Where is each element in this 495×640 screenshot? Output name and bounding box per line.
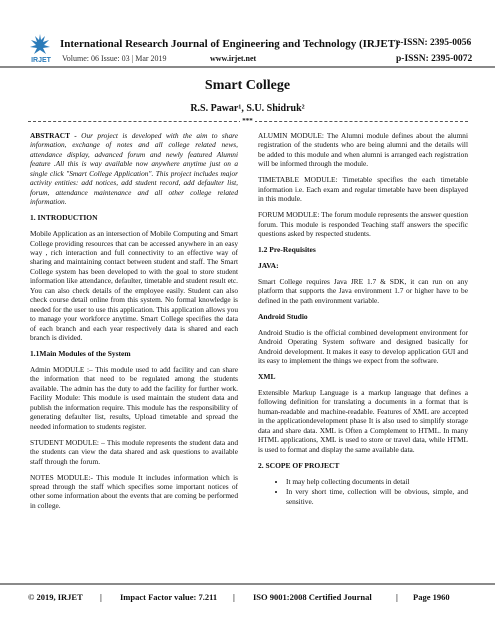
footer-rule	[0, 583, 495, 585]
footer-page-number: Page 1960	[413, 592, 450, 602]
journal-website: www.irjet.net	[210, 54, 257, 63]
journal-header	[0, 0, 495, 72]
xml-paragraph: Extensible Markup Language is a markup language that defines a following definition for translating a documents in a format that is human-readable and machine-readable. Features of XML are accepted in the applicationdevelopment phase It is also used to simplify storage data and share data. XML is Often a Complement to HTML. In many HTML applications, XML is used to store or travel data, while HTML is used to format and display the same available data.	[258, 388, 468, 454]
footer-iso: ISO 9001:2008 Certified Journal	[253, 592, 372, 602]
android-paragraph: Android Studio is the official combined development environment for Android Operating System software and designed basically for Android development. It makes it easy to develop application GUI and its easy to implement the things we expect from the software.	[258, 327, 468, 366]
alumni-module-paragraph: ALUMIN MODULE: The Alumni module defines about the alumni registration of the students who are being alumni and the details will be added to this module and when alumni is arranged each registration will be informed through the module.	[258, 131, 468, 169]
admin-module-paragraph: Admin MODULE :– This module used to add facility and can share the information that need to be regulated among the students available. The admin has the duty to add the facility for further work. Facility Module: This module is used maintain the student data and publish the information require. This module has the responsibility of generating defaulter list, results, Upload timetable and spread the needed information to students register.	[30, 364, 238, 431]
logo-text: IRJET	[31, 57, 51, 64]
timetable-module-paragraph: TIMETABLE MODULE: Timetable specifies the each timetable information i.e. Each exam and regular timetable have been displayed in this module.	[258, 175, 468, 204]
left-column	[30, 131, 238, 517]
scope-list	[258, 477, 468, 506]
intro-heading: 1. INTRODUCTION	[30, 213, 98, 223]
journal-title: International Research Journal of Engineering and Technology (IRJET)	[60, 38, 399, 50]
abstract-text: Our project is developed with the aim to share information, exchange of notes and all college related news, attendance display, advanced forum and newly featured Alumni feature .All this is way available now anywhere anytime just on a single click "Smart College Application". This project includes major activity entities: add notices, add student record, add defaulter list, forum, attendance maintenance and all other college related information.	[30, 131, 238, 207]
p-issn: p-ISSN: 2395-0072	[396, 54, 473, 64]
java-paragraph: Smart College requires Java JRE 1.7 & SDK, it can run on any platform that supports the Java environment 1.7 or higher have to be defined in the path environment variable.	[258, 276, 468, 305]
footer-impact-factor: Impact Factor value: 7.211	[120, 592, 218, 602]
volume-issue: Volume: 06 Issue: 03 | Mar 2019	[62, 54, 167, 63]
separator	[0, 117, 495, 125]
prerequisites-heading: 1.2 Pre-Requisites	[258, 245, 316, 255]
modules-heading: 1.1Main Modules of the System	[30, 349, 131, 359]
intro-paragraph: Mobile Application as an intersection of Mobile Computing and Smart College providing resources that can be accessed anywhere in an easy way , rich interaction and full connectivity to an effective way of sharing and maintaining contact between student and staff. The Smart College system has been developed to with the goal to store student information like attendance, defaulter, timetable and student result etc. You can also check details of the employee easily. Student can also check course detail online from this system. No formal knowledge is needed for the user to use this application. This application allows you to manage your workforce anytime. Smart College specifies the data of each branch and each year respectively data is shared and each branch is divided.	[30, 229, 238, 343]
list-item: • It may help collecting documents in detail	[286, 477, 468, 486]
forum-module-paragraph: FORUM MODULE: The forum module represents the answer question forum. This module is responded Teaching staff answers the specific questions asked by respected students.	[258, 210, 468, 239]
separator-stars: ***	[242, 117, 253, 125]
footer-divider: |	[396, 592, 398, 602]
abstract-label: ABSTRACT -	[30, 131, 77, 140]
right-column	[258, 131, 468, 507]
scope-heading: 2. SCOPE OF PROJECT	[258, 460, 340, 470]
android-heading: Android Studio	[258, 311, 308, 321]
xml-heading: XML	[258, 372, 276, 382]
e-issn: e-ISSN: 2395-0056	[396, 38, 472, 48]
list-item: • In very short time, collection will be obvious, simple, and sensitive.	[286, 487, 468, 506]
footer-copyright: © 2019, IRJET	[28, 592, 83, 602]
footer-divider: |	[100, 592, 102, 602]
paper-authors: R.S. Pawar¹, S.U. Shidruk²	[190, 103, 305, 114]
student-module-paragraph: STUDENT MODULE: – This module represents the student data and the students can view the data shared and ask questions to available staff through the forum.	[30, 437, 238, 466]
paper-title: Smart College	[204, 78, 291, 93]
notes-module-paragraph: NOTES MODULE:- This module It includes information which is spread through the staff which specifies some important notices of other some information about the events that are coming be performed in college.	[30, 472, 238, 510]
abstract	[30, 131, 238, 207]
java-heading: JAVA:	[258, 260, 279, 270]
footer-divider: |	[233, 592, 235, 602]
header-rule	[0, 66, 495, 68]
